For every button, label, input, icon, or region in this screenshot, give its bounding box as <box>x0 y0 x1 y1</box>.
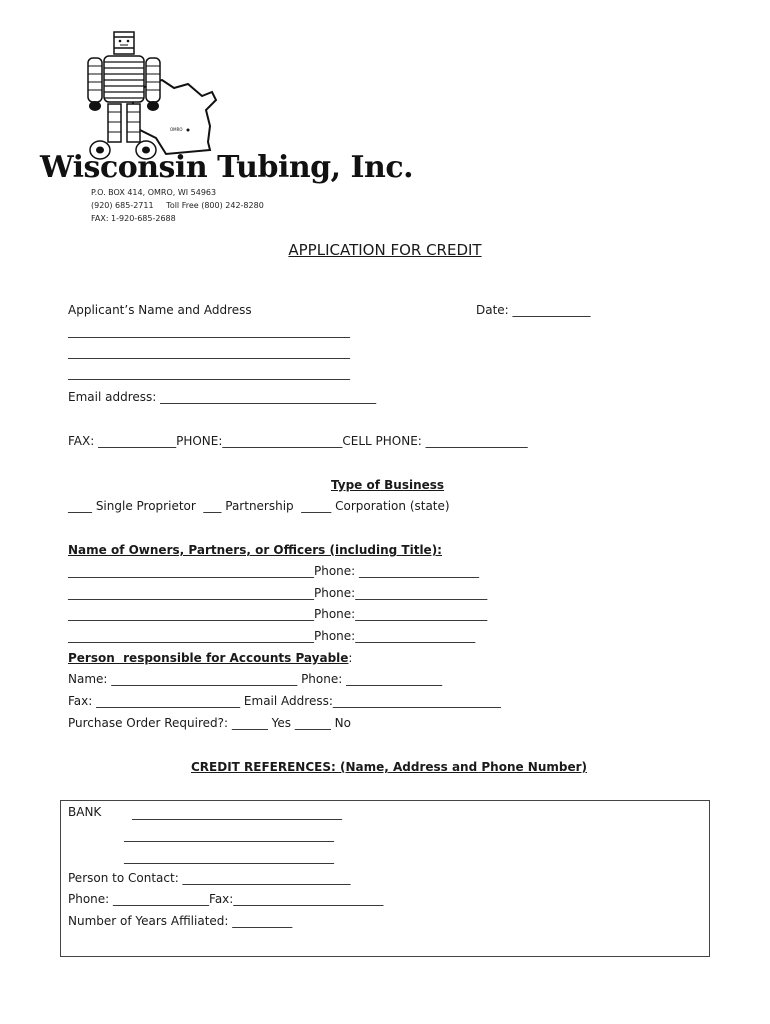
applicant-address-line-1[interactable]: _______________________________________________ <box>68 324 350 338</box>
bank-line-3[interactable]: ___________________________________ <box>124 850 334 864</box>
bank-line-1[interactable]: ___________________________________ <box>132 806 342 820</box>
bank-years-line[interactable]: Number of Years Affiliated: __________ <box>68 914 293 928</box>
bank-line-2[interactable]: ___________________________________ <box>124 828 334 842</box>
owner-line-2[interactable]: _________________________________________Phone:______________________ <box>68 586 488 600</box>
owners-heading: Name of Owners, Partners, or Officers (including Title): <box>68 543 442 557</box>
company-address: P.O. BOX 414, OMRO, WI 54963 <box>91 188 217 197</box>
business-type-options[interactable]: ____ Single Proprietor ___ Partnership _____ Corporation (state) <box>68 499 450 513</box>
company-phone: (920) 685-2711 Toll Free (800) 242-8280 <box>91 201 264 210</box>
purchase-order-line[interactable]: Purchase Order Required?: ______ Yes ______ No <box>68 716 351 730</box>
company-logo-illustration <box>70 26 250 166</box>
owner-line-4[interactable]: _________________________________________Phone:____________________ <box>68 629 476 643</box>
owner-line-1[interactable]: _________________________________________Phone: ____________________ <box>68 564 480 578</box>
credit-references-heading: CREDIT REFERENCES: (Name, Address and Phone Number) <box>191 760 588 774</box>
company-fax: FAX: 1-920-685-2688 <box>91 214 176 223</box>
date-field[interactable]: Date: _____________ <box>476 303 591 317</box>
bank-contact-line[interactable]: Person to Contact: ____________________________ <box>68 871 351 885</box>
accounts-payable-heading-wrapper <box>68 651 352 665</box>
ap-name-phone-line[interactable]: Name: _______________________________ Phone: ________________ <box>68 672 443 686</box>
applicant-address-line-2[interactable]: _______________________________________________ <box>68 345 350 359</box>
applicant-address-line-3[interactable]: _______________________________________________ <box>68 366 350 380</box>
company-name: Wisconsin Tubing, Inc. <box>40 150 414 185</box>
form-title: APPLICATION FOR CREDIT <box>288 241 482 259</box>
accounts-payable-colon: : <box>348 651 353 665</box>
accounts-payable-heading: Person responsible for Accounts Payable <box>68 651 349 665</box>
contact-numbers-line[interactable]: FAX: _____________PHONE:____________________CELL PHONE: _________________ <box>68 434 528 448</box>
ap-fax-email-line[interactable]: Fax: ________________________ Email Address:____________________________ <box>68 694 501 708</box>
bank-label: BANK <box>68 805 102 819</box>
email-field[interactable]: Email address: ____________________________________ <box>68 390 377 404</box>
type-of-business-heading: Type of Business <box>331 478 445 492</box>
bank-phone-fax-line[interactable]: Phone: ________________Fax:_________________________ <box>68 892 384 906</box>
owner-line-3[interactable]: _________________________________________Phone:______________________ <box>68 607 488 621</box>
map-town-label: OMRO <box>170 127 183 132</box>
applicant-label: Applicant’s Name and Address <box>68 303 252 317</box>
